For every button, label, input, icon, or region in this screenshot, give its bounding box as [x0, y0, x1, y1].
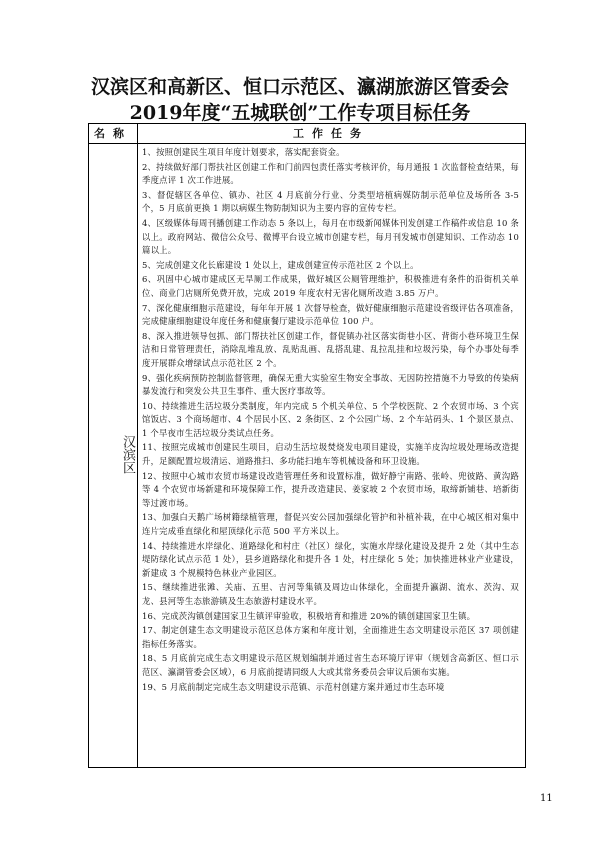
task-item: 2、持续做好部门帮扶社区创建工作和门前四包责任落实考核评价，每月通报 1 次监督检查结果，每季度点评 1 次工作进展。 — [142, 161, 519, 186]
task-item: 19、5 月底前制定完成生态文明建设示范镇、示范村创建方案并通过市生态环境 — [142, 681, 445, 692]
task-item: 5、完成创建文化长廊建设 1 处以上，建成创建宣传示范社区 2 个以上。 — [142, 259, 419, 270]
task-item: 8、深入推进领导包抓、部门帮扶社区创建工作，督促镇办社区落实街巷小区、背街小巷环境卫生保洁和日常管理责任，消除乱堆乱放、乱贴乱画、乱搭乱建、乱拉乱挂和垃圾污染，每个办事处每季度开展群众增绿试点示范社区 2 个。 — [142, 330, 519, 368]
header-name-cell: 名称 — [89, 124, 138, 143]
task-item: 6、巩固中心城市建成区无旱厕工作成果，做好城区公厕管理维护，积极推进有条件的沿街机关单位、商业门店厕所免费开放，完成 2019 年度农村无害化厕所改造 3.85 万户。 — [142, 274, 519, 298]
task-table — [88, 123, 526, 768]
task-list — [142, 146, 519, 767]
document-title-line-1: 汉滨区和高新区、恒口示范区、瀛湖旅游区管委会 — [90, 76, 509, 98]
task-item: 1、按照创建民生项目年度计划要求，落实配套资金。 — [142, 147, 345, 157]
task-item: 18、5 月底前完成生态文明建设示范区规划编制并通过省生态环境厅评审（规划含高新区、恒口示范区、瀛湖管委会区域），6 月底前提请同级人大或其常务委员会审议后颁布实施。 — [142, 653, 519, 677]
task-item: 9、强化疾病预防控制监督管理，确保无重大实验室生物安全事故、无因防控措施不力导致的传染病暴发流行和突发公共卫生事件、重大医疗事故等。 — [142, 372, 519, 397]
page-number: 11 — [540, 793, 553, 804]
row-name: 汉滨区 — [120, 435, 135, 474]
table-header — [89, 124, 525, 144]
task-item: 11、按照完成城市创建民生项目，启动生活垃圾焚烧发电项目建设，实施羊皮沟垃圾处理场改造提升，足额配置垃圾清运、道路推扫、多功能扫地车等机械设备和环卫设施。 — [142, 442, 519, 467]
task-item: 14、持续推进水岸绿化、道路绿化和村庄（社区）绿化，实施水岸绿化建设及提升 2 处（其中生态堤防绿化试点示范 1 处），县乡道路绿化和提升各 1 处，村庄绿化 5 处；加快推进林业产业建设，新建成 3 个规模特色林业产业园区。 — [142, 540, 519, 578]
document-title-line-2: 2019年度“五城联创”工作专项目标任务 — [129, 102, 471, 124]
task-item: 10、持续推进生活垃圾分类制度，年内完成 5 个机关单位、5 个学校医院、2 个农贸市场、3 个宾馆饭店、3 个商场超市、4 个居民小区、2 条街区、2 个公园广场、2 个车站码头、1 个景区景点、1 个早夜市生活垃圾分类试点任务。 — [142, 400, 519, 438]
task-item: 17、制定创建生态文明建设示范区总体方案和年度计划，全面推进生态文明建设示范区 37 项创建指标任务落实。 — [142, 625, 519, 649]
header-tasks-cell: 工作任务 — [293, 127, 369, 140]
task-item: 12、按照中心城市农贸市场建设改造管理任务和设置标准，做好静宁南路、张岭、兜彼路、黄沟路等 4 个农贸市场新建和环境保障工作，提升改造建民、姜家坡 2 个农贸市场，取缔新铺巷、培新街等过渡市场。 — [142, 470, 519, 508]
task-item: 15、继续推进张滩、关庙、五里、吉河等集镇及周边山体绿化，全面提升瀛湖、流水、茨沟、双龙、县河等生态旅游镇及生态旅游村建设水平。 — [142, 582, 519, 606]
task-item: 13、加强白天鹅广场树籍绿植管理，督促兴安公园加强绿化管护和补植补栽，在中心城区相对集中连片完成垂直绿化和屋顶绿化示范 500 平方米以上。 — [142, 512, 519, 537]
task-item: 4、区级媒体每周刊播创建工作动态 5 条以上，每月在市级新闻媒体刊发创建工作稿件或信息 10 条以上。政府网站、微信公众号、微博平台设立城市创建专栏，每月刊发城市创建知识、工作动态 10 篇以上。 — [142, 217, 519, 256]
task-item: 3、督促辖区各单位、镇办、社区 4 月底前分行业、分类型培植病媒防制示范单位及场所各 3-5 个，5 月底前更换 1 期以病媒生物防制知识为主要内容的宣传专栏。 — [142, 189, 519, 214]
name-column-cell — [89, 143, 138, 767]
task-item: 7、深化健康细胞示范建设，每年年开展 1 次督导检查，做好健康细胞示范建设省级评估各项准备，完成健康细胞建设年度任务和健康餐厅建设示范单位 100 户。 — [142, 302, 519, 327]
task-item: 16、完成茨沟镇创建国家卫生镇评审验收，积极培育和推进 20%的镇创建国家卫生镇。 — [142, 610, 476, 621]
